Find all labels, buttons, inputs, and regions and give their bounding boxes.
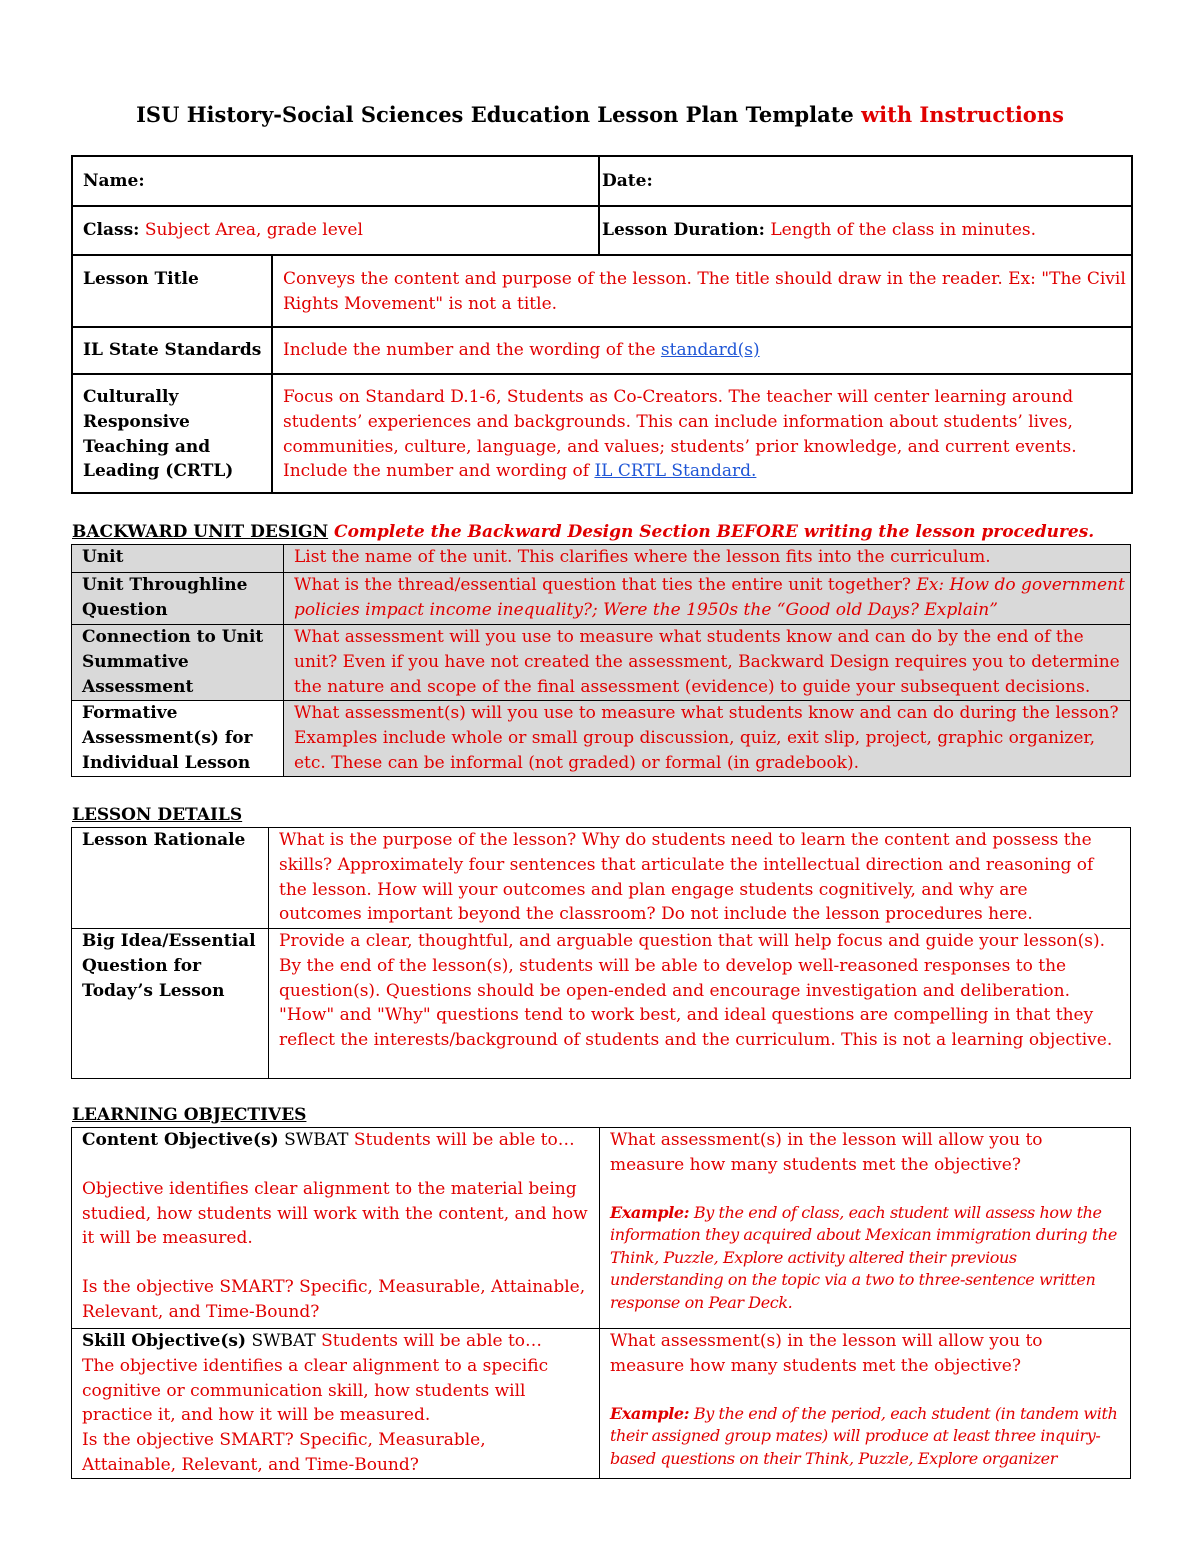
skill-swbat: SWBAT xyxy=(251,1331,316,1351)
standards-link[interactable]: standard(s) xyxy=(660,340,760,361)
skill-assessment-cell xyxy=(600,1329,1131,1479)
content-objective-row xyxy=(72,1128,1131,1329)
backward-row-text: List the name of the unit. This clarifies where the lesson fits into the curriculum. xyxy=(284,545,1131,573)
skill-lead: Students will be able to… xyxy=(321,1331,543,1351)
skill-example-label: Example: xyxy=(610,1403,690,1423)
details-row-label: Lesson Rationale xyxy=(72,828,269,929)
skill-example xyxy=(610,1403,1120,1471)
backward-row xyxy=(72,625,1131,701)
crtl-link[interactable]: IL CRTL Standard. xyxy=(594,461,757,482)
page-title xyxy=(0,100,1200,130)
standards-label: IL State Standards xyxy=(83,340,262,361)
lesson-details-table xyxy=(71,827,1131,1079)
skill-example-text: By the end of the period, each student (in tandem with their assigned group mates) will produce at least three inquiry-based questions on their Think, Puzzle, Explore organizer xyxy=(610,1403,1118,1468)
lesson-title-label: Lesson Title xyxy=(83,269,199,289)
content-lead: Students will be able to… xyxy=(353,1130,575,1150)
class-value: Subject Area, grade level xyxy=(144,220,363,241)
backward-row-label: Unit Throughline Question xyxy=(72,573,284,625)
lesson-title-value: Conveys the content and purpose of the lesson. The title should draw in the reader. Ex: "The Civil Rights Movement" is not a title. xyxy=(272,255,1132,327)
backward-row-example: Ex: How do government policies impact income inequality?; Were the 1950s the “Good old Days? Explain” xyxy=(294,575,1125,620)
lesson-details-heading-line xyxy=(72,805,242,825)
lesson-title-label-cell xyxy=(72,255,272,327)
standards-value-cell xyxy=(272,327,1132,374)
details-row-label: Big Idea/Essential Question for Today’s Lesson xyxy=(72,929,269,1079)
content-para1: Objective identifies clear alignment to the material being studied, how students will work with the content, and how it will be measured. xyxy=(82,1178,588,1249)
learning-objectives-heading: LEARNING OBJECTIVES xyxy=(72,1105,307,1125)
duration-cell xyxy=(599,206,1132,255)
skill-objective-row xyxy=(72,1329,1131,1479)
details-row-text: Provide a clear, thoughtful, and arguable question that will help focus and guide your lesson(s). By the end of the lesson(s), students will be able to develop well-reasoned responses to the question(s). Questions should be open-ended and encourage investigation and deliberation. "How" and "Why" questions tend to work best, and ideal questions are compelling in that they reflect the interests/background of students and the curriculum. This is not a learning objective. xyxy=(269,929,1131,1079)
crtl-value: Focus on Standard D.1-6, Students as Co-Creators. The teacher will center learning around students’ experiences and backgrounds. This can include information about students’ lives, communities, culture, language, and values; students’ prior knowledge, and current events. Include the number and wording of xyxy=(283,387,1077,482)
backward-row-label: Unit xyxy=(72,545,284,573)
duration-value: Length of the class in minutes. xyxy=(770,220,1037,241)
content-assessment-cell xyxy=(600,1128,1131,1329)
backward-design-table xyxy=(71,544,1131,777)
skill-objective-cell xyxy=(72,1329,600,1479)
backward-row-text: What is the thread/essential question that ties the entire unit together? Ex: How do government policies impact income inequality?; Were the 1950s the “Good old Days? Explain” xyxy=(284,573,1131,625)
backward-row-label: Connection to Unit Summative Assessment xyxy=(72,625,284,701)
backward-row xyxy=(72,701,1131,777)
details-row xyxy=(72,828,1131,929)
lesson-details-heading: LESSON DETAILS xyxy=(72,805,243,825)
content-example-label: Example: xyxy=(610,1202,690,1222)
backward-row-label: Formative Assessment(s) for Individual Lesson xyxy=(72,701,284,777)
crtl-label-cell xyxy=(72,374,272,493)
content-example-text: By the end of class, each student will assess how the information they acquired about Mexican immigration during the Think, Puzzle, Explore activity altered their previous understanding on the topic via a two to three-sentence written response on Pear Deck. xyxy=(610,1202,1117,1312)
backward-row-text: What assessment(s) will you use to measure what students know and can do during the lesson? Examples include whole or small group discussion, quiz, exit slip, project, graphic organizer, etc. These can be informal (not graded) or formal (in gradebook). xyxy=(284,701,1131,777)
backward-design-heading-line xyxy=(72,522,1094,542)
content-objective-cell xyxy=(72,1128,600,1329)
skill-para2: Is the objective SMART? Specific, Measurable, Attainable, Relevant, and Time-Bound? xyxy=(82,1430,486,1475)
backward-row xyxy=(72,545,1131,573)
standards-value: Include the number and the wording of the xyxy=(283,340,656,361)
learning-objectives-table xyxy=(71,1127,1131,1479)
duration-label: Lesson Duration: xyxy=(602,220,765,241)
name-label: Name: xyxy=(83,170,145,191)
content-objective-label: Content Objective(s) xyxy=(82,1130,279,1150)
date-label: Date: xyxy=(602,170,653,191)
class-label: Class: xyxy=(83,220,140,241)
date-cell xyxy=(599,156,1132,206)
content-para2: Is the objective SMART? Specific, Measurable, Attainable, Relevant, and Time-Bound? xyxy=(82,1277,586,1322)
content-assess: What assessment(s) in the lesson will allow you to measure how many students met the objective? xyxy=(610,1130,1043,1175)
details-row xyxy=(72,929,1131,1079)
class-cell xyxy=(72,206,599,255)
skill-para1: The objective identifies a clear alignment to a specific cognitive or communication skill, how students will practice it, and how it will be measured. xyxy=(82,1355,549,1426)
skill-objective-label: Skill Objective(s) xyxy=(82,1331,247,1351)
standards-label-cell xyxy=(72,327,272,374)
content-example xyxy=(610,1202,1118,1315)
title-main: ISU History-Social Sciences Education Lesson Plan Template xyxy=(136,102,854,127)
crtl-label: Culturally Responsive Teaching and Leading (CRTL) xyxy=(83,387,234,482)
learning-objectives-heading-line xyxy=(72,1105,306,1125)
backward-row xyxy=(72,573,1131,625)
backward-row-text: What assessment will you use to measure what students know and can do by the end of the unit? Even if you have not created the assessment, Backward Design requires you to determine the nature and scope of the final assessment (evidence) to guide your subsequent decisions. xyxy=(284,625,1131,701)
name-cell xyxy=(72,156,599,206)
skill-assess: What assessment(s) in the lesson will allow you to measure how many students met the objective? xyxy=(610,1331,1043,1376)
details-row-text: What is the purpose of the lesson? Why do students need to learn the content and possess the skills? Approximately four sentences that articulate the intellectual direction and reasoning of the lesson. How will your outcomes and plan engage students cognitively, and why are outcomes important beyond the classroom? Do not include the lesson procedures here. xyxy=(269,828,1131,929)
content-swbat: SWBAT xyxy=(284,1130,349,1150)
title-accent: with Instructions xyxy=(861,102,1064,127)
backward-design-instruction: Complete the Backward Design Section BEFORE writing the lesson procedures. xyxy=(334,522,1095,542)
header-table xyxy=(71,155,1133,494)
crtl-value-cell xyxy=(272,374,1132,493)
backward-design-heading: BACKWARD UNIT DESIGN xyxy=(72,522,329,542)
